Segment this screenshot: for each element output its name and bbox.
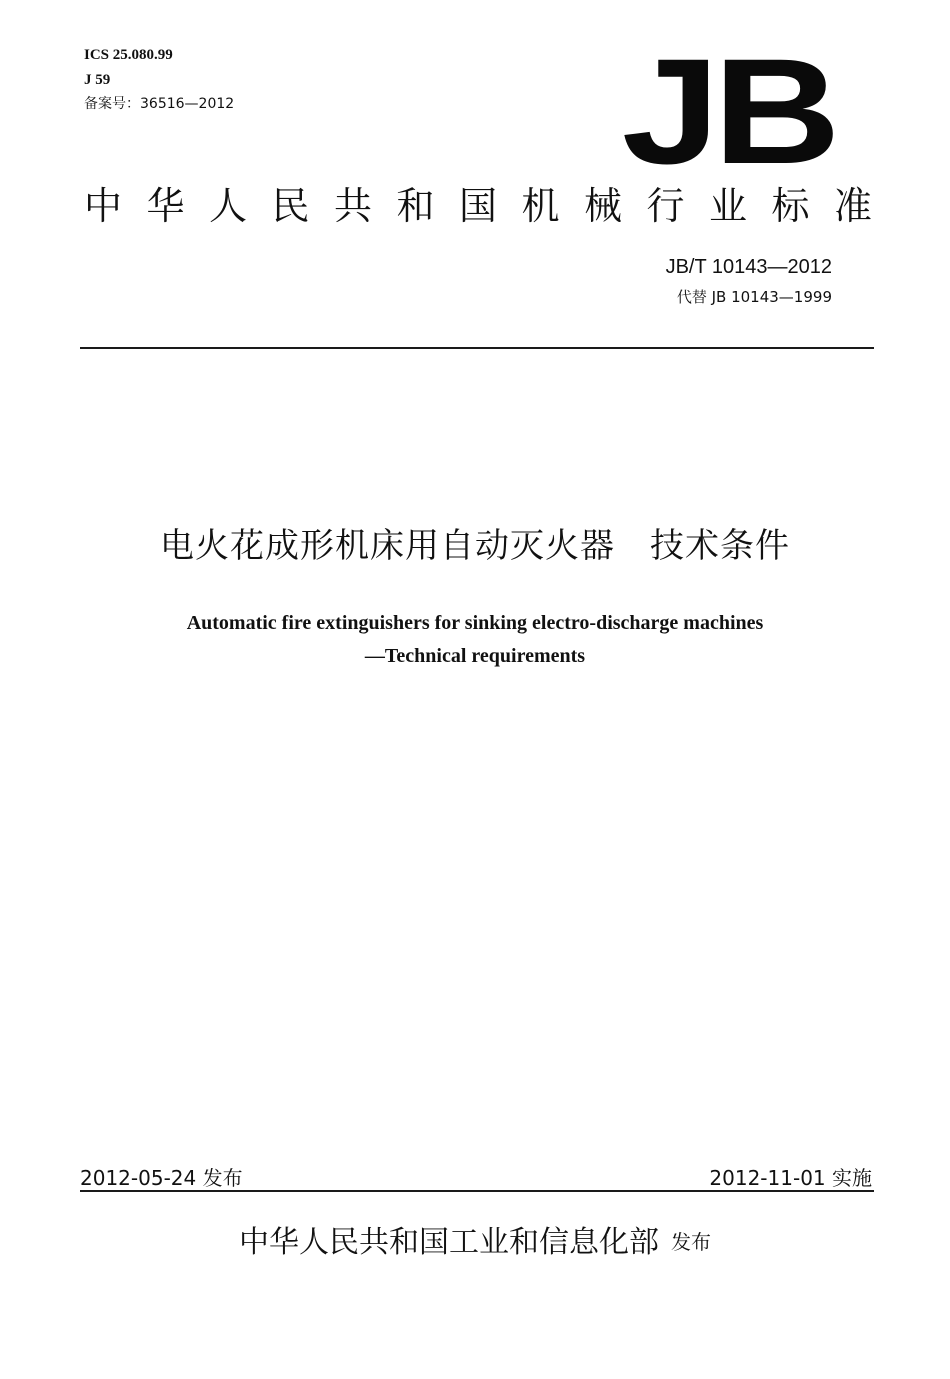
implementation-date: 2012-11-01 实施 — [709, 1166, 872, 1190]
issue-date: 2012-05-24 发布 — [80, 1166, 243, 1190]
standard-category-title: 中华人民共和国机械行业标准 — [84, 184, 874, 228]
document-title-english — [0, 607, 950, 673]
bottom-divider — [80, 1190, 874, 1192]
ics-code: ICS 25.080.99 — [84, 47, 173, 63]
record-number: 备案号：36516—2012 — [84, 96, 235, 112]
english-title-line-1: Automatic fire extinguishers for sinking electro-discharge machines — [186, 612, 764, 634]
classification-code: J 59 — [84, 72, 111, 88]
top-divider — [80, 347, 874, 349]
replaces-standard: 代替 JB 10143—1999 — [676, 288, 832, 306]
document-title-chinese: 电火花成形机床用自动灭火器 技术条件 — [160, 526, 790, 566]
standard-number: JB/T 10143—2012 — [665, 256, 832, 278]
jb-logo: JB — [621, 27, 834, 195]
english-title-line-2: —Technical requirements — [364, 645, 586, 667]
issuer-name: 中华人民共和国工业和信息化部 — [239, 1225, 659, 1260]
issuer-suffix: 发布 — [671, 1230, 711, 1254]
issuing-authority — [0, 1222, 950, 1263]
